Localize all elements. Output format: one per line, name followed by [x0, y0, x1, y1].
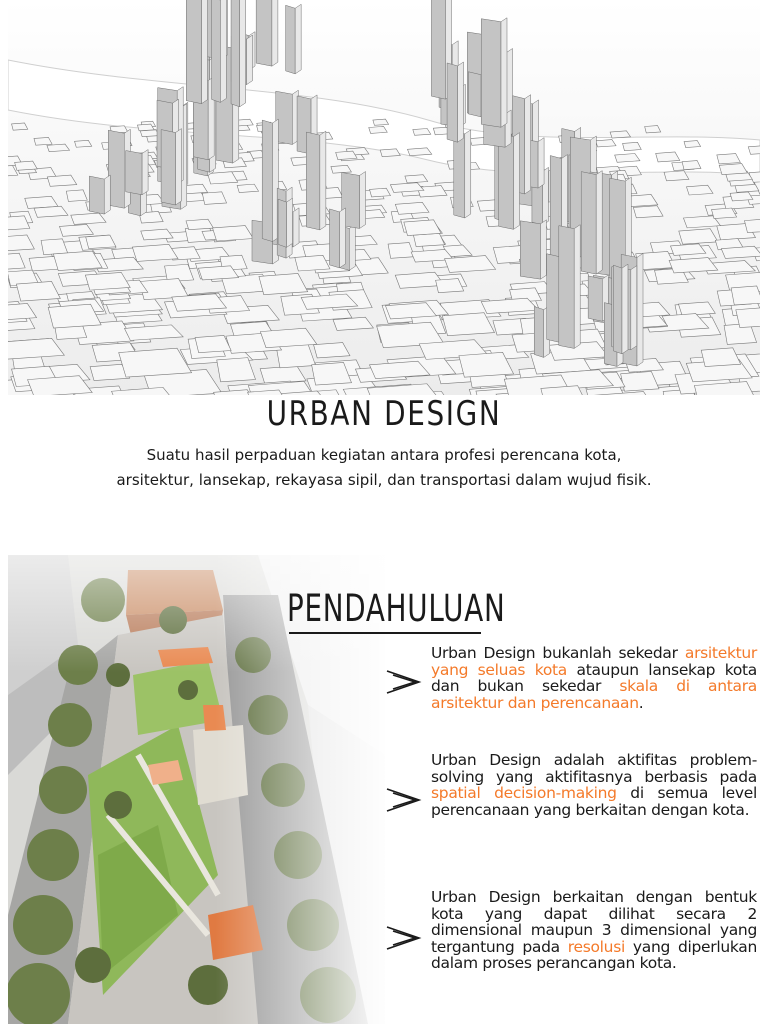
subtitle-line-1: Suatu hasil perpaduan kegiatan antara profesi perencana kota,	[146, 446, 622, 464]
point-3	[385, 889, 761, 1009]
page-title: URBAN DESIGN	[266, 394, 502, 434]
double-chevron-right-icon	[385, 669, 423, 695]
double-chevron-right-icon	[385, 787, 423, 813]
highlight: resolusi	[567, 937, 625, 956]
page-subtitle	[40, 443, 728, 493]
point-3-text: Urban Design berkaitan dengan bentuk kota yang dapat dilihat secara 2 dimensional maupun 3 dimensional yang tergantung pada resolusi yang diperlukan dalam proses perancangan kota.	[431, 888, 758, 972]
section-title-underline	[289, 632, 481, 634]
point-2-text: Urban Design adalah aktifitas problem-solving yang aktifitasnya berbasis pada spatial decision-making di semua level perencanaan yang berkaitan dengan kota.	[431, 751, 758, 819]
section-title: PENDAHULUAN	[287, 587, 506, 630]
point-1	[385, 645, 761, 725]
double-chevron-right-icon	[385, 925, 423, 951]
subtitle-line-2: arsitektur, lansekap, rekayasa sipil, dan transportasi dalam wujud fisik.	[116, 471, 652, 489]
point-2	[385, 752, 761, 852]
highlight: skala di antara arsitektur dan perencanaan	[431, 677, 757, 712]
city-model-image	[8, 0, 760, 395]
highlight: arsitektur yang seluas kota	[431, 644, 757, 679]
highlight: spatial decision-making	[431, 784, 617, 802]
point-1-text: Urban Design bukanlah sekedar arsitektur yang seluas kota ataupun lansekap kota dan bukan sekedar skala di antara arsitektur dan perencanaan.	[431, 644, 757, 712]
